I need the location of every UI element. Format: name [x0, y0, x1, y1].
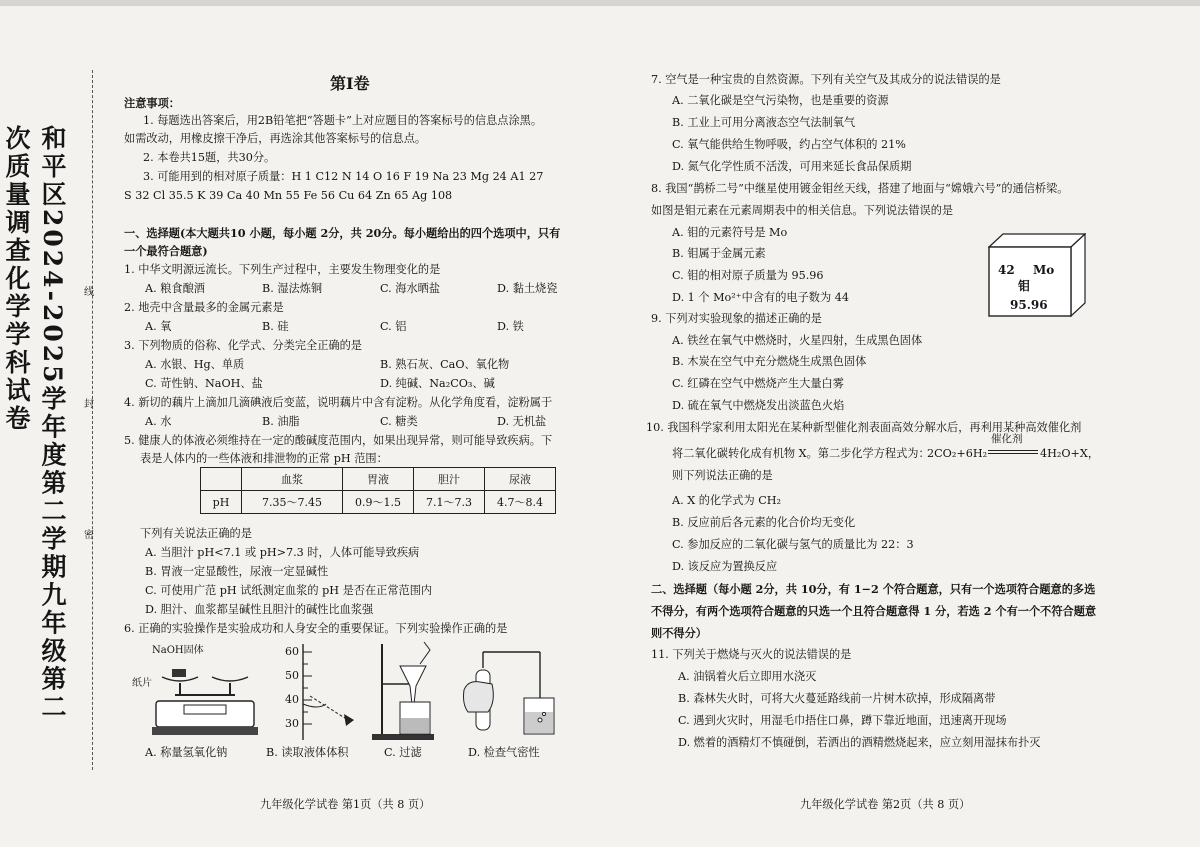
equation-products: 4H₂O+X，: [1040, 447, 1100, 460]
q2-option-c: C. 铝: [380, 320, 407, 333]
table-cell: [201, 468, 242, 491]
balance-diagram: [150, 655, 260, 740]
q11-stem: 11. 下列关于燃烧与灭火的说法错误的是: [651, 648, 852, 661]
part1-heading: 一、选择题(本大题共10 小题，每小题 2分，共 20分。每小题给出的四个选项中，只有: [124, 226, 561, 240]
binding-line: [92, 70, 94, 770]
q9-option-b: B. 木炭在空气中充分燃烧生成黑色固体: [672, 355, 867, 368]
page-footer-right: 九年级化学试卷 第2页（共 8 页）: [800, 798, 971, 811]
q1-stem: 1. 中华文明源远流长。下列生产过程中，主要发生物理变化的是: [124, 263, 441, 276]
q5-option-b: B. 胃液一定显酸性，尿液一定显碱性: [145, 565, 329, 578]
q11-option-b: B. 森林失火时，可将大火蔓延路线前一片树木砍掉，形成隔离带: [678, 692, 996, 705]
part2-heading: 二、选择题（每小题 2分，共 10分，有 1−2 个符合题意，只有一个选项符合题意的多选: [651, 582, 1096, 596]
q7-option-c: C. 氧气能供给生物呼吸，约占空气体积的 21%: [672, 138, 906, 151]
scan-top-edge: [0, 0, 1200, 6]
fig-b-mark-60: 60: [285, 645, 299, 658]
fig-a-label-paper: 纸片: [132, 678, 152, 689]
fig-b-mark-50: 50: [285, 669, 299, 682]
q5-stem: 5. 健康人的体液必须维持在一定的酸碱度范围内，如果出现异常，则可能导致疾病。下: [124, 434, 553, 447]
q7-option-d: D. 氮气化学性质不活泼，可用来延长食品保质期: [672, 160, 912, 173]
filtration-diagram: [368, 640, 438, 742]
table-cell: 胆汁: [414, 468, 485, 491]
page-footer-left: 九年级化学试卷 第1页（共 8 页）: [260, 798, 431, 811]
q8-stem: 8. 我国“鹊桥二号”中继星使用镀金钼丝天线，搭建了地面与“嫦娥六号”的通信桥梁。: [651, 182, 1069, 195]
q9-option-c: C. 红磷在空气中燃烧产生大量白雾: [672, 377, 844, 390]
airtightness-diagram: [458, 642, 558, 742]
element-name: 钼: [1018, 279, 1031, 293]
q10-question: 则下列说法正确的是: [672, 469, 773, 482]
table-cell: 胃液: [343, 468, 414, 491]
q5-option-c: C. 可使用广范 pH 试纸测定血浆的 pH 是否在正常范围内: [145, 584, 433, 597]
table-row: [201, 468, 556, 491]
element-atomic-number: 42: [998, 263, 1015, 277]
q10-option-d: D. 该反应为置换反应: [672, 560, 778, 573]
table-cell: pH: [201, 491, 242, 514]
q2-option-b: B. 硅: [262, 320, 289, 333]
notice-line: 2. 本卷共15题，共30分。: [143, 151, 276, 164]
notice-line: 1. 每题选出答案后，用2B铅笔把“答题卡”上对应题目的答案标号的信息点涂黑。: [143, 114, 543, 127]
q10-option-a: A. X 的化学式为 CH₂: [672, 494, 782, 507]
part2-heading-cont: 不得分，有两个选项符合题意的只选一个且符合题意得 1 分，若选 2 个有一个不符合题意: [651, 604, 1097, 618]
q7-stem: 7. 空气是一种宝贵的自然资源。下列有关空气及其成分的说法错误的是: [651, 73, 1001, 86]
table-cell: 4.7～8.4: [485, 491, 556, 514]
table-cell: 7.1～7.3: [414, 491, 485, 514]
q11-option-c: C. 遇到火灾时，用湿毛巾捂住口鼻，蹲下靠近地面，迅速离开现场: [678, 714, 1007, 727]
fig-b-mark-30: 30: [285, 717, 299, 730]
q3-option-a: A. 水银、Hg、单质: [145, 358, 245, 371]
q10-option-b: B. 反应前后各元素的化合价均无变化: [672, 516, 856, 529]
q3-option-d: D. 纯碱、Na₂CO₃、碱: [380, 377, 495, 390]
q5-question: 下列有关说法正确的是: [140, 527, 252, 540]
q10-option-c: C. 参加反应的二氧化碳与氢气的质量比为 22：3: [672, 538, 914, 551]
q6-option-a: A. 称量氢氧化钠: [145, 746, 228, 759]
table-cell: 7.35～7.45: [242, 491, 343, 514]
table-cell: 血浆: [242, 468, 343, 491]
notice-line: 如需改动，用橡皮擦干净后，再选涂其他答案标号的信息点。: [124, 132, 427, 145]
q4-option-c: C. 糖类: [380, 415, 418, 428]
q10-stem: 10. 我国科学家利用太阳光在某种新型催化剂表面高效分解水后，再利用某种高效催化剂: [646, 421, 1082, 434]
part1-heading-cont: 一个最符合题意): [124, 244, 208, 258]
equation-arrow: [988, 450, 1038, 454]
element-symbol: Mo: [1033, 263, 1055, 277]
exam-side-title: 和平区2024-2025学年度第二学期九年级第二次质量调查化学学科试卷: [2, 125, 67, 722]
equation-catalyst: 催化剂: [991, 433, 1023, 445]
binding-mark-feng: 封: [84, 399, 94, 410]
section-title: 第Ⅰ卷: [330, 74, 370, 93]
table-cell: 0.9～1.5: [343, 491, 414, 514]
q5-stem-cont: 表是人体内的一些体液和排泄物的正常 pH 范围：: [140, 452, 388, 465]
q8-stem-cont: 如图是钼元素在元素周期表中的相关信息。下列说法错误的是: [651, 204, 954, 217]
binding-mark-mi: 密: [84, 530, 94, 541]
q7-option-a: A. 二氧化碳是空气污染物，也是重要的资源: [672, 94, 889, 107]
q5-option-a: A. 当胆汁 pH<7.1 或 pH>7.3 时，人体可能导致疾病: [145, 546, 420, 559]
fig-a-label-naoh: NaOH固体: [152, 645, 204, 656]
q3-option-c: C. 苛性钠、NaOH、盐: [145, 377, 263, 390]
element-mass: 95.96: [1010, 298, 1048, 312]
part2-heading-cont: 则不得分）: [651, 626, 707, 640]
q4-option-d: D. 无机盐: [497, 415, 547, 428]
measuring-cylinder-diagram: [298, 642, 368, 742]
q3-option-b: B. 熟石灰、CaO、氧化物: [380, 358, 510, 371]
q1-option-d: D. 黏土烧瓷: [497, 282, 558, 295]
fig-b-mark-40: 40: [285, 693, 299, 706]
notice-line: 3. 可能用到的相对原子质量：H 1 C12 N 14 O 16 F 19 Na 23 Mg 24 A1 27: [143, 170, 544, 183]
q8-option-b: B. 钼属于金属元素: [672, 247, 766, 260]
q11-option-a: A. 油锅着火后立即用水浇灭: [678, 670, 817, 683]
q9-stem: 9. 下列对实验现象的描述正确的是: [651, 312, 822, 325]
binding-mark-xian: 线: [84, 287, 94, 298]
notice-line: S 32 Cl 35.5 K 39 Ca 40 Mn 55 Fe 56 Cu 64 Zn 65 Ag 108: [124, 189, 453, 202]
equation-reactants: 2CO₂+6H₂: [927, 447, 988, 460]
q2-option-d: D. 铁: [497, 320, 524, 333]
q1-option-a: A. 粮食酿酒: [145, 282, 205, 295]
q7-option-b: B. 工业上可用分离液态空气法制氧气: [672, 116, 856, 129]
q4-option-b: B. 油脂: [262, 415, 300, 428]
q9-option-a: A. 铁丝在氧气中燃烧时，火星四射，生成黑色固体: [672, 334, 923, 347]
q5-option-d: D. 胆汁、血浆都呈碱性且胆汁的碱性比血浆强: [145, 603, 374, 616]
q6-option-c: C. 过滤: [384, 746, 422, 759]
q4-option-a: A. 水: [145, 415, 172, 428]
q8-option-c: C. 钼的相对原子质量为 95.96: [672, 269, 824, 282]
table-row: [201, 491, 556, 514]
q2-option-a: A. 氧: [145, 320, 172, 333]
q8-option-d: D. 1 个 Mo²⁺中含有的电子数为 44: [672, 291, 849, 304]
ph-table: [200, 467, 556, 514]
q2-stem: 2. 地壳中含量最多的金属元素是: [124, 301, 284, 314]
table-cell: 尿液: [485, 468, 556, 491]
q4-stem: 4. 新切的藕片上滴加几滴碘液后变蓝，说明藕片中含有淀粉。从化学角度看，淀粉属于: [124, 396, 553, 409]
q6-stem: 6. 正确的实验操作是实验成功和人身安全的重要保证。下列实验操作正确的是: [124, 622, 508, 635]
q10-stem-cont: 将二氧化碳转化成有机物 X。第二步化学方程式为：: [672, 447, 930, 460]
q9-option-d: D. 硫在氧气中燃烧发出淡蓝色火焰: [672, 399, 845, 412]
q1-option-b: B. 湿法炼铜: [262, 282, 323, 295]
q6-option-d: D. 检查气密性: [468, 746, 540, 759]
q11-option-d: D. 燃着的酒精灯不慎碰倒，若洒出的酒精燃烧起来，应立刻用湿抹布扑灭: [678, 736, 1041, 749]
q3-stem: 3. 下列物质的俗称、化学式、分类完全正确的是: [124, 339, 362, 352]
notice-heading: 注意事项：: [124, 96, 180, 110]
q8-option-a: A. 钼的元素符号是 Mo: [672, 226, 788, 239]
q1-option-c: C. 海水晒盐: [380, 282, 441, 295]
q6-option-b: B. 读取液体体积: [266, 746, 349, 759]
